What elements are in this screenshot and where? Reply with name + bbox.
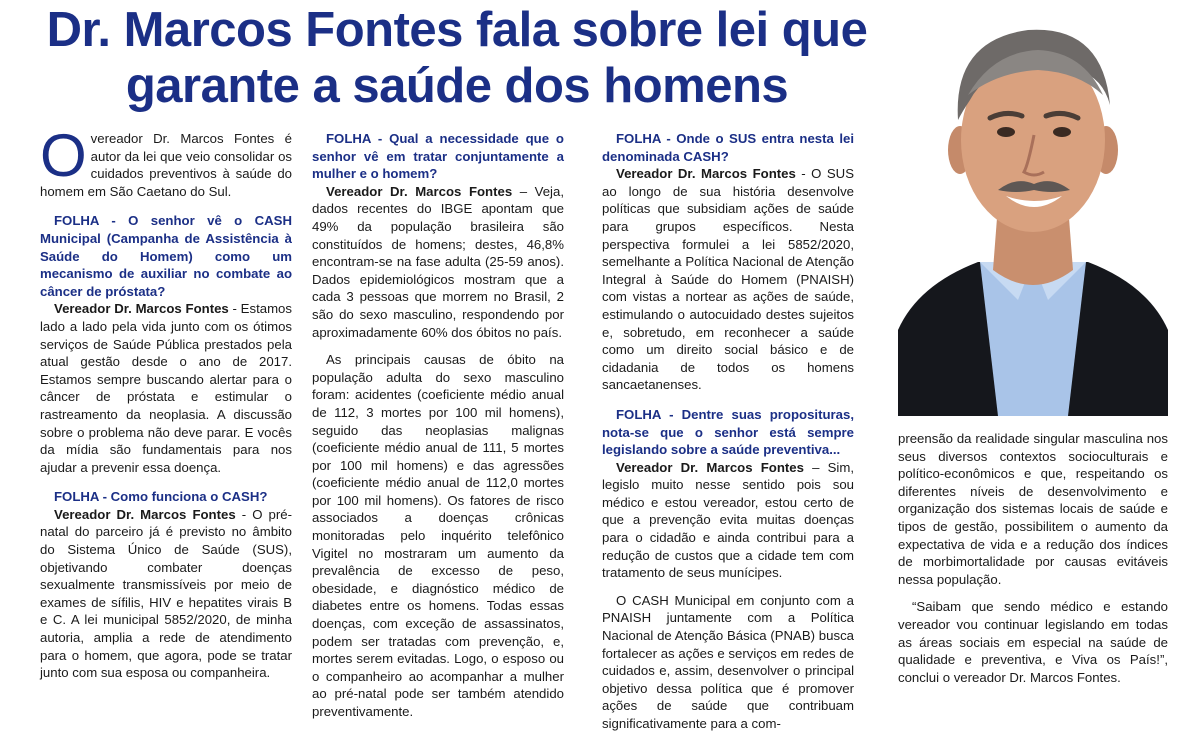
speaker-label: Vereador Dr. Marcos Fontes — [326, 183, 513, 199]
headline: Dr. Marcos Fontes fala sobre lei que garante a saúde dos homens — [46, 3, 868, 113]
answer-4 — [602, 165, 854, 394]
continuation-paragraph: preensão da realidade singular masculina nos seus diversos contextos socioculturais e político-econômicos e que, respeitando os diferentes níveis de desenvolvimento e organização dos sistemas locais de saúde e tipos de gestão, possibilitem o aumento da expectativa de vida e a redução dos índices de morbimortalidade por causas evitáveis nessa população. — [898, 431, 1168, 587]
answer-5-continued: O CASH Municipal em conjunto com a PNAISH juntamente com a Política Nacional de Atenção Básica (PNAB) busca fortalecer as ações e serviços em redes de cuidados e, assim, desenvolver o principal objetivo dessa política que é promover ações de saúde que contribuam significativamente para a com- — [602, 592, 854, 731]
question-5: FOLHA - Dentre suas proposituras, nota-se que o senhor está sempre legislando sobre a saúde preventiva... — [602, 406, 854, 458]
speaker-label: Vereador Dr. Marcos Fontes — [54, 301, 229, 317]
article-column-3 — [602, 130, 854, 733]
answer-text: - Estamos lado a lado pela vida junto com os ótimos serviços de Saúde Pública prestados pela atual gestão desde o ano de 2017. Estamos sempre buscando alertar para o câncer de próstata e estimular o rastreamento da neoplasia. A discussão sobre o problema não deve parar. E vocês da mídia são fundamentais para nos ajudar a prevenir essa doença. — [40, 301, 292, 475]
question-1: FOLHA - O senhor vê o CASH Municipal (Campanha de Assistência à Saúde do Homem) como um mecanismo de auxiliar no combate ao câncer de próstata? — [40, 213, 292, 299]
answer-5 — [602, 459, 854, 582]
answer-1 — [40, 300, 292, 476]
question-3: FOLHA - Qual a necessidade que o senhor vê em tratar conjuntamente a mulher e o homem? — [312, 131, 564, 182]
intro-paragraph — [40, 122, 292, 200]
closing-quote: “Saibam que sendo médico e estando vereador vou continuar legislando em todas as áreas sociais em especial na saúde de qualidade e preventiva, e Viva os País!”, conclui o vereador Dr. Marcos Fontes. — [898, 599, 1168, 685]
answer-3-continued: As principais causas de óbito na população adulta do sexo masculino foram: acidentes (coeficiente médio anual de 112, 3 mortes por 100 mil homens), seguido das neoplasias malignas (coeficiente médio anual de 111, 5 mortes por 100 mil homens) e das agressões (coeficiente médio anual de 112,0 mortes por 100 mil homens). Os fatores de risco associados a doenças crônicas monitoradas pelo inquérito telefônico Vigitel no mostraram um aumento da prevalência de excesso de peso, obesidade, e diagnóstico médico de diabetes entre os homens. Todas essas doenças, com exceção de assassinatos, podem ser tratadas com prevenção, e, mortes serem evitadas. Logo, o esposo ou o companheiro ao acompanhar a mulher ao pré-natal pode ser também atendido preventivamente. — [312, 352, 564, 719]
answer-2 — [40, 506, 292, 682]
speaker-label: Vereador Dr. Marcos Fontes — [616, 166, 796, 182]
portrait-photo — [898, 0, 1168, 416]
drop-cap: O — [40, 122, 87, 189]
intro-text: vereador Dr. Marcos Fontes é autor da lei que veio consolidar os cuidados preventivos à saúde do homem em São Caetano do Sul. — [40, 131, 292, 199]
question-2: FOLHA - Como funciona o CASH? — [54, 489, 268, 505]
question-4: FOLHA - Onde o SUS entra nesta lei denominada CASH? — [602, 131, 854, 164]
answer-text: - O pré-natal do parceiro já é previsto no âmbito do Sistema Único de Saúde (SUS), objetivando combater doenças sexualmente transmissíveis por meio de exames de sífilis, HIV e hepatites virais B e C. A lei municipal 5852/2020, de minha autoria, amplia a rede de atendimento para o homem, que agora, pode se tratar junto com sua esposa ou companheira. — [40, 506, 292, 681]
article-column-4 — [898, 430, 1168, 686]
answer-text: - O SUS ao longo de sua história desenvolve políticas que subsidiam ações de saúde para grupos específicos. Nesta perspectiva formulei a lei 5852/2020, semelhante a Política Nacional de Atenção Integral à Saúde do Homem (PNAISH) com vistas a nortear as ações de saúde, estimulando o autocuidado destes sujeitos e, sobretudo, em reconhecer a saúde como um direito social básico e de cidadania de todos os homens sancaetanenses. — [602, 166, 854, 393]
portrait-illustration — [898, 0, 1168, 416]
article-column-2 — [312, 130, 564, 721]
article-column-1 — [40, 122, 292, 682]
answer-3 — [312, 183, 564, 341]
answer-text: – Sim, legislo muito nesse sentido pois sou médico e estou vereador, estou certo de que a prevenção evita muitas doenças para o cidadão e ainda contribui para a redução de custos que a cidade tem com tratamento de seus munícipes. — [602, 459, 854, 581]
speaker-label: Vereador Dr. Marcos Fontes — [54, 506, 236, 522]
answer-text: – Veja, dados recentes do IBGE apontam que 49% da população brasileira são constituídos de homens; destes, 46,8% encontram-se na fase adulta (25-59 anos). Dados epidemiológicos mostram que a cada 3 pessoas que morrem no Brasil, 2 são do sexo masculino, respondendo por aproximadamente 60% dos óbitos no país. — [312, 183, 564, 340]
speaker-label: Vereador Dr. Marcos Fontes — [616, 459, 804, 475]
